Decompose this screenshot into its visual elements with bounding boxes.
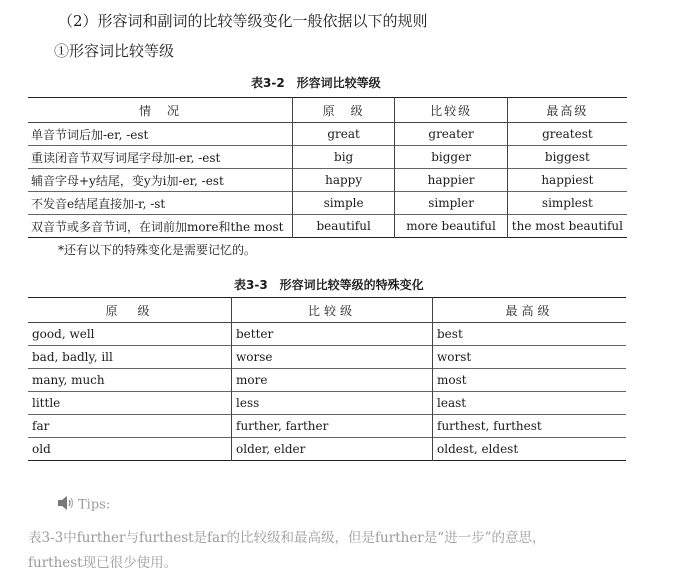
table-cell: 双音节或多音节词，在词前加more和the most (28, 215, 292, 238)
table-row (28, 169, 627, 192)
table-cell: big (292, 146, 394, 169)
header-superlative: 最高级 (507, 98, 627, 123)
header-case: 情 况 (28, 98, 292, 123)
irregular-forms-table (28, 297, 626, 461)
table-row (28, 415, 626, 438)
tips-line-2: furthest现已很少使用。 (28, 555, 178, 571)
table-row (28, 392, 626, 415)
subsection-heading: ①形容词比较等级 (54, 42, 175, 60)
table-row (28, 369, 626, 392)
table-row (28, 438, 626, 461)
table-cell: great (292, 123, 394, 146)
table-cell: 重读闭音节双写词尾字母加-er, -est (28, 146, 292, 169)
header-positive: 原 级 (292, 98, 394, 123)
table-cell: beautiful (292, 215, 394, 238)
table-cell: greatest (507, 123, 627, 146)
table-cell: further, farther (232, 415, 433, 438)
table-cell: little (28, 392, 232, 415)
table-cell: 单音节词后加-er, -est (28, 123, 292, 146)
table-row (28, 146, 627, 169)
tips-text (28, 526, 638, 576)
speaker-icon (56, 494, 74, 516)
table-cell: old (28, 438, 232, 461)
tips-header (56, 494, 110, 516)
table-cell: greater (395, 123, 507, 146)
table-cell: less (232, 392, 433, 415)
table-row (28, 215, 627, 238)
table-cell: happiest (507, 169, 627, 192)
table-cell: better (232, 323, 433, 346)
table-cell: more beautiful (395, 215, 507, 238)
table-cell: bad, badly, ill (28, 346, 232, 369)
memory-note: *还有以下的特殊变化是需要记忆的。 (58, 243, 257, 257)
table2-caption: 表3-3 形容词比较等级的特殊变化 (234, 278, 424, 292)
table-row (28, 192, 627, 215)
table-row (28, 123, 627, 146)
tips-line-1: 表3-3中further与furthest是far的比较级和最高级，但是further是“进一步”的意思， (28, 530, 546, 546)
table1-caption: 表3-2 形容词比较等级 (251, 76, 381, 90)
tips-label: Tips: (78, 497, 111, 513)
section-heading: （2）形容词和副词的比较等级变化一般依据以下的规则 (58, 12, 428, 30)
header-superlative: 最高级 (433, 298, 627, 323)
table-cell: simple (292, 192, 394, 215)
table-header-row (28, 98, 627, 123)
table-row (28, 346, 626, 369)
table-cell: the most beautiful (507, 215, 627, 238)
table-cell: 辅音字母+y结尾，变y为i加-er, -est (28, 169, 292, 192)
comparison-rules-table (28, 97, 627, 238)
table-cell: many, much (28, 369, 232, 392)
header-comparative: 比较级 (395, 98, 507, 123)
table-cell: oldest, eldest (433, 438, 627, 461)
table-cell: furthest, furthest (433, 415, 627, 438)
table-cell: simpler (395, 192, 507, 215)
table-cell: best (433, 323, 627, 346)
header-comparative: 比较级 (232, 298, 433, 323)
table-cell: happier (395, 169, 507, 192)
table-cell: older, elder (232, 438, 433, 461)
table-cell: good, well (28, 323, 232, 346)
table-cell: most (433, 369, 627, 392)
table-cell: simplest (507, 192, 627, 215)
header-positive: 原 级 (28, 298, 232, 323)
table-cell: happy (292, 169, 394, 192)
table-cell: worse (232, 346, 433, 369)
table-cell: worst (433, 346, 627, 369)
table-cell: biggest (507, 146, 627, 169)
table-cell: bigger (395, 146, 507, 169)
table-cell: 不发音e结尾直接加-r, -st (28, 192, 292, 215)
table-row (28, 323, 626, 346)
table-cell: least (433, 392, 627, 415)
table-header-row (28, 298, 626, 323)
table-cell: more (232, 369, 433, 392)
table-cell: far (28, 415, 232, 438)
